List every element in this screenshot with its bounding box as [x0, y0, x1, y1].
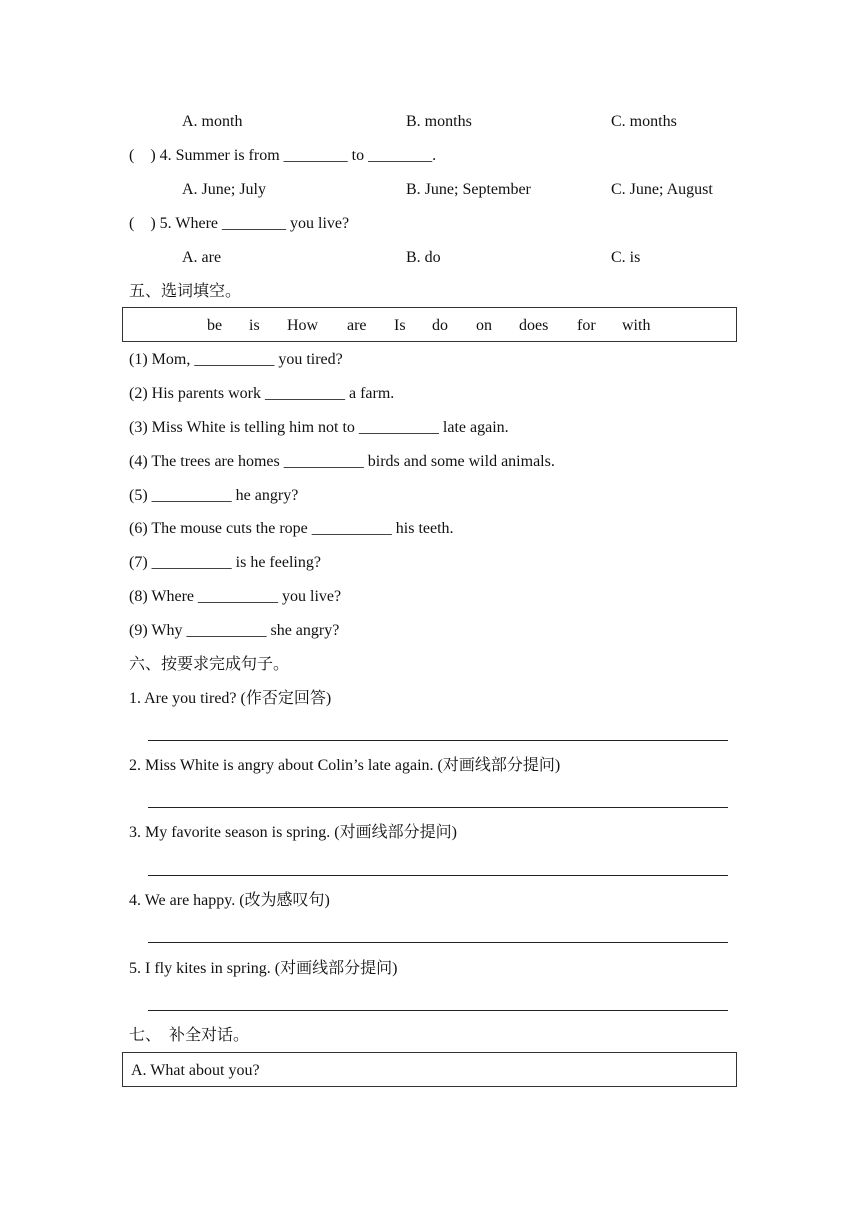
word-bank	[122, 307, 737, 342]
fill-item: (8) Where __________ you live?	[129, 588, 342, 605]
word-bank-word: does	[519, 317, 549, 334]
fill-item: (2) His parents work __________ a farm.	[129, 385, 395, 402]
dialog-option: A. What about you?	[131, 1062, 260, 1079]
q5-option-b: B. do	[406, 249, 441, 266]
q4-option-c: C. June; August	[611, 181, 713, 198]
word-bank-word: How	[287, 317, 319, 334]
q3-option-c: C. months	[611, 113, 677, 130]
section6-title: 六、按要求完成句子。	[129, 656, 290, 673]
fill-item: (4) The trees are homes __________ birds and some wild animals.	[129, 453, 555, 470]
sentence-item: 3. My favorite season is spring. (对画线部分提问)	[129, 824, 457, 841]
answer-line	[148, 740, 728, 741]
q5-stem: ( ) 5. Where ________ you live?	[129, 215, 350, 232]
q4-stem: ( ) 4. Summer is from ________ to ________.	[129, 147, 437, 164]
word-bank-word: are	[347, 317, 367, 334]
sentence-item: 1. Are you tired? (作否定回答)	[129, 690, 332, 707]
q4-option-a: A. June; July	[182, 181, 266, 198]
sentence-item: 5. I fly kites in spring. (对画线部分提问)	[129, 960, 398, 977]
answer-line	[148, 875, 728, 876]
fill-item: (6) The mouse cuts the rope __________ his teeth.	[129, 520, 454, 537]
q4-option-b: B. June; September	[406, 181, 531, 198]
fill-item: (9) Why __________ she angry?	[129, 622, 340, 639]
word-bank-word: on	[476, 317, 492, 334]
answer-line	[148, 807, 728, 808]
word-bank-word: Is	[394, 317, 406, 334]
dialog-options-box	[122, 1052, 737, 1087]
sentence-item: 4. We are happy. (改为感叹句)	[129, 892, 330, 909]
q3-option-a: A. month	[182, 113, 243, 130]
word-bank-word: is	[249, 317, 260, 334]
q5-option-c: C. is	[611, 249, 641, 266]
word-bank-word: for	[577, 317, 596, 334]
fill-item: (1) Mom, __________ you tired?	[129, 351, 343, 368]
fill-item: (5) __________ he angry?	[129, 487, 299, 504]
q3-option-b: B. months	[406, 113, 472, 130]
word-bank-word: with	[622, 317, 651, 334]
section7-title: 七、 补全对话。	[129, 1027, 250, 1044]
answer-line	[148, 1010, 728, 1011]
sentence-item: 2. Miss White is angry about Colin’s late again. (对画线部分提问)	[129, 757, 561, 774]
word-bank-word: be	[207, 317, 223, 334]
q5-option-a: A. are	[182, 249, 222, 266]
answer-line	[148, 942, 728, 943]
section5-title: 五、选词填空。	[129, 283, 242, 300]
word-bank-word: do	[432, 317, 448, 334]
fill-item: (7) __________ is he feeling?	[129, 554, 321, 571]
fill-item: (3) Miss White is telling him not to __________ late again.	[129, 419, 509, 436]
